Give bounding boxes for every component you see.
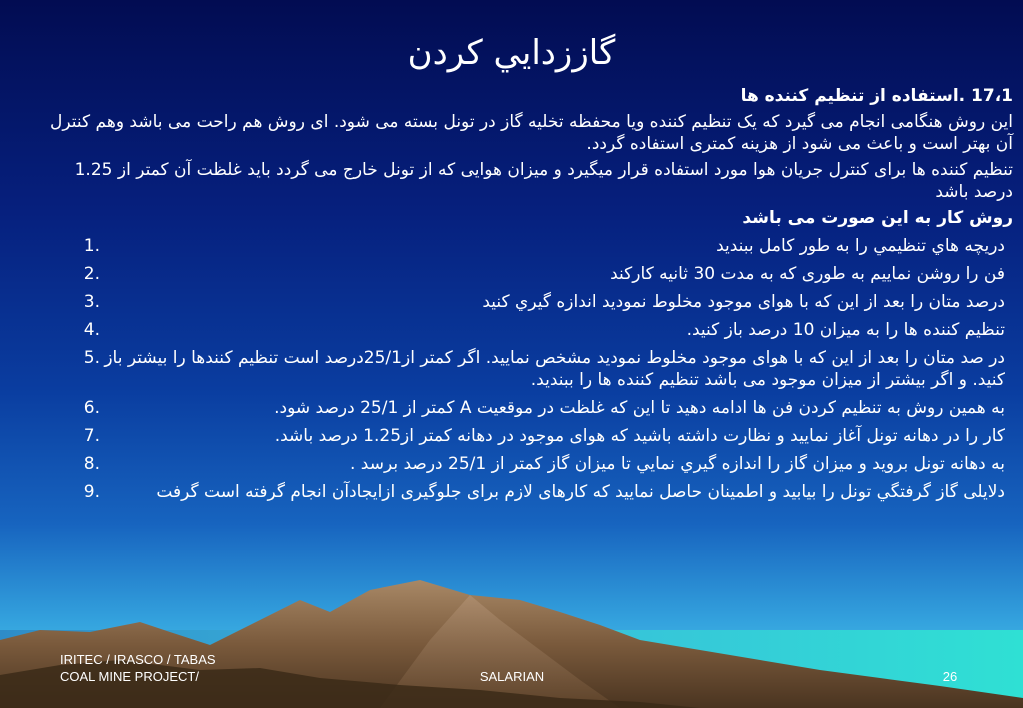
step-text: تنظیم کننده ها را به میزان 10 درصد باز کنید.: [686, 320, 1005, 340]
step-text: فن را روشن نماييم به طوری که به مدت 30 ثانيه كاركند: [610, 264, 1005, 284]
list-item: [50, 291, 1013, 313]
step-text: در صد متان را بعد از اين كه با هوای موجود مخلوط نموديد مشخص نماييد. اگر كمتر از25/1درصد است تنظيم كنندها را بيشتر باز كنيد. و اگر بيشتر از ميزان موجود می باشد تنظيم كننده ها را ببنديد.: [104, 348, 1005, 390]
list-item: [50, 397, 1013, 419]
list-item: [50, 347, 1013, 391]
step-number: 6.: [83, 398, 100, 418]
mountain-landscape-image: [0, 560, 1023, 708]
footer-left-line-2: COAL MINE PROJECT/: [60, 669, 199, 684]
list-item: [50, 319, 1013, 341]
step-text: درصد متان را بعد از اين كه با هوای موجود مخلوط نموديد اندازه گيري كنيد: [482, 292, 1005, 312]
step-number: 9.: [83, 482, 100, 502]
footer-project-label: [60, 651, 280, 685]
list-item: [50, 235, 1013, 257]
footer-author: SALARIAN: [479, 669, 545, 684]
list-item: [50, 425, 1013, 447]
paragraph-2: تنظیم کننده ها برای کنترل جریان هوا مورد استفاده قرار میگیرد و میزان هوایی که از تونل خارج می گردد باید غلظت آن کمتر از 1.25 درصد باشد: [74, 160, 1013, 202]
step-number: 7.: [83, 426, 100, 446]
procedure-steps: [50, 235, 1013, 503]
step-number: 1.: [83, 236, 100, 256]
list-item: [50, 453, 1013, 475]
step-text: کار را در دهانه تونل آغاز نمایید و نظارت داشته باشید که هوای موجود در دهانه کمتر از1.25 درصد باشد.: [274, 426, 1005, 446]
step-text: به همين روش به تنظيم كردن فن ها ادامه دهيد تا اين كه غلظت در موقعيت A كمتر از 25/1 درصد شود.: [274, 398, 1005, 418]
paragraph-1: این روش هنگامی انجام می گیرد که یک تنظیم کننده ویا محفظه تخلیه گاز در تونل بسته می شود. ای روش هم راحت می باشد وهم کنترل آن بهتر است و باعث می شود از هزینه کمتری استفاده گردد.: [50, 112, 1013, 154]
step-text: دريچه هاي تنظيمي را به طور كامل ببنديد: [716, 236, 1005, 256]
step-number: 8.: [83, 454, 100, 474]
procedure-heading: روش کار به این صورت می باشد: [742, 208, 1013, 228]
list-item: [50, 481, 1013, 503]
step-text: به دهانه تونل برويد و ميزان گاز را اندازه گيري نمايي تا ميزان گاز كمتر از 25/1 درصد برسد .: [350, 454, 1005, 474]
step-text: دلایلی گاز گرفتگي تونل را بيابيد و اطمينان حاصل نماييد كه كارهای لازم برای جلوگیری ازايجادآن انجام گرفته است گرفت: [156, 482, 1005, 502]
list-item: [50, 263, 1013, 285]
slide-body: [50, 85, 1013, 509]
step-number: 4.: [83, 320, 100, 340]
slide-title: گازز‌دايي کردن: [407, 33, 616, 73]
page-number: 26: [942, 669, 958, 684]
footer-left-line-1: IRITEC / IRASCO / TABAS: [60, 652, 216, 667]
section-heading: 17،1 .استفاده از تنظیم کننده ها: [740, 86, 1013, 106]
step-number: 2.: [83, 264, 100, 284]
step-number: 3.: [83, 292, 100, 312]
step-number: 5.: [83, 348, 100, 368]
